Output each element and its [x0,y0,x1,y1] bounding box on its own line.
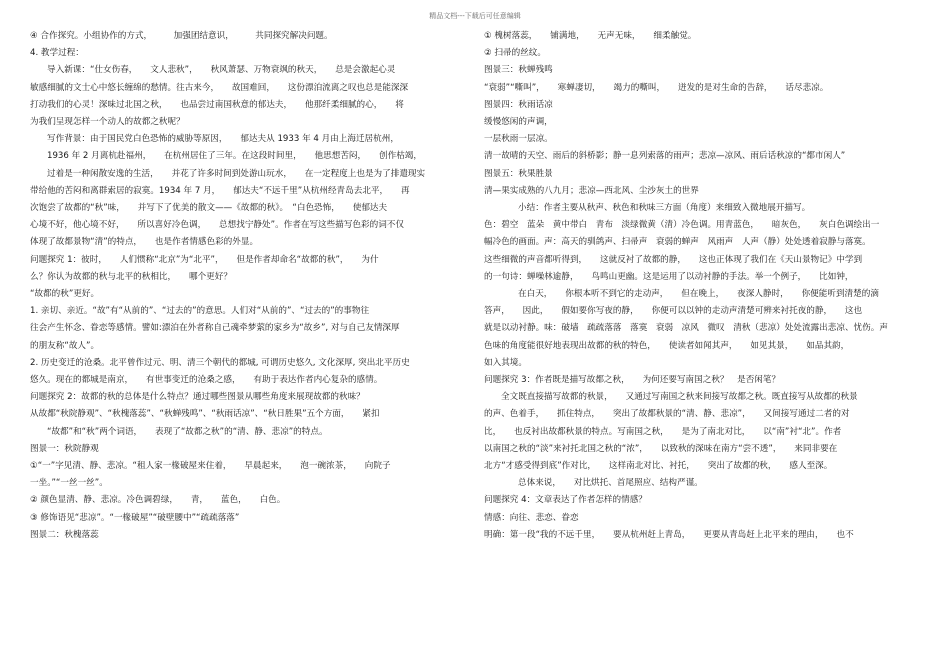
text-line: 图景一：秋院静观 [30,443,99,454]
text-line: 全文既直接描写故都的秋景， 又通过写南国之秋来间接写故都之秋。既直接写从故都的秋景 [501,392,858,403]
left-column [30,28,466,544]
text-line: 1936 年 2 月离杭赴福州， 在杭州居住了三年。在这段时间里， 他思想苦闷， 创作枯竭， [47,151,422,162]
text-line: 缓慢悠闲的声调， [484,117,553,128]
text-line: 以南国之秋的“淡”来衬托北国之秋的“浓”， 以致秋的深味在南方“尝不透”， 来同非要在 [484,443,838,454]
text-line: ①“一”字见清、静、悲凉。“租人家一椽破屋来住着， 早晨起来， 泡一碗浓茶， 向院子 [30,461,391,472]
text-line: 过着是一种闲散安逸的生活， 并花了许多时间到处游山玩水， 在一定程度上也是为了排遣现实 [47,168,426,179]
text-line: 总体来说， 对比烘托、首尾照应、结构严谨。 [518,478,703,489]
text-line: 心境不好，他心境不好， 所以喜好冷色调， 总想找宁静处”。作者在写这些描写色彩的词不仅 [30,220,404,231]
text-line: ④ 合作探究。小组协作的方式， 加强团结意识， 共同探究解决问题。 [30,31,333,41]
text-line: 图景三：秋蝉残鸣 [484,65,553,76]
text-line: 么？你认为故都的秋与北平的秋相比， 哪个更好？ [30,271,232,282]
right-column [484,28,922,544]
text-line: 从故都“秋院静观”、“秋槐落蕊”、“秋蝉残鸣”、“秋雨话凉”、“秋日胜果”五个方面， 紧扣 [30,409,380,420]
text-line: 导入新课：“仕女伤春， 文人悲秋”， 秋风萧瑟、万物衰飒的秋天， 总是会激起心灵 [47,65,396,76]
text-line: ② 颜色显清、静、悲凉。冷色调碧绿， 青， 蓝色， 白色。 [30,495,286,506]
text-line: 一坐。”“一丝一丝”。 [30,478,108,489]
text-line: “衰弱”“嘶叫”， 寒蝉凄切， 竭力的嘶叫， 迸发的是对生命的告辞， 话尽悲凉。 [484,82,829,93]
text-line: 1. 亲切、亲近。“故”有“从前的”、“过去的”的意思。人们对“从前的”、“过去的”的事物往 [30,306,370,317]
text-line: 北方“才感受得到底”作对比， 这样南北对比、衬托， 突出了故都的秋， 感人至深。 [484,461,833,472]
text-line: 敏感细腻的文士心中悠长缠绵的愁情。往古来今， 故国难回， 这份漂泊流离之叹也总是能深深 [30,82,409,93]
text-line: 这些细微的声音都听得到， 这就反衬了故都的静， 这也正体现了我们在《天山景物记》中学到 [484,254,863,265]
text-line: 次饱尝了故都的“秋”味， 并写下了优美的散文——《故都的秋》。 “白色恐怖， 使郁达夫 [30,203,388,214]
text-line: 比， 也反衬出故都秋景的特点。写南国之秋， 是为了南北对比， 以“南”衬“北”。作者 [484,426,842,437]
text-line: 打动我们的心灵！深味过北国之秋， 也品尝过南国秋意的郁达夫， 他那纤柔细腻的心， 将 [30,99,404,110]
text-line: 悠久。现在的都城是南京， 有世事变迁的沧桑之感， 有助于表达作者内心复杂的感情。 [30,375,383,386]
text-line: 问题探究 2：故都的秋的总体是什么特点？通过哪些图景从哪些角度来展现故都的秋味？ [30,392,365,403]
text-line: 明确：第一段“我的不远千里， 要从杭州赶上青岛， 更要从青岛赶上北平来的理由， 也不 [484,529,854,540]
text-line: 清—果实成熟的八九月；悲凉—西北风、尘沙灰土的世界 [484,185,699,196]
text-line: 2. 历史变迁的沧桑。北平曾作过元、明、清三个朝代的都城, 可谓历史悠久, 文化深厚, 突出北平历史 [30,357,410,368]
text-line: 色味的角度能很好地表现出故都的秋的特色， 使读者如闻其声， 如见其景， 如品其韵， [484,340,850,351]
text-line: 在白天， 你根本听不到它的走动声， 但在晚上， 夜深人静时， 你便能听到清楚的滴 [518,289,879,300]
text-line: “故都”和“秋”两个词语， 表现了“故都之秋”的“清、静、悲凉”的特点。 [47,426,328,437]
text-line: 图景四：秋雨话凉 [484,99,553,110]
text-line: 幅冷色的画面。声：高天的驯鸽声、扫帚声 衰弱的蝉声 风雨声 人声（静）处处透着寂静与落寞。 [484,237,871,248]
text-line: 问题探究 4：文章表达了作者怎样的情感？ [484,495,647,506]
text-line: 问题探究 1：彼时， 人们惯称“北京”为“北平”， 但是作者却命名“故都的秋”， 为什 [30,254,379,265]
text-line: 往会产生怀念、眷恋等感情。譬如:漂泊在外者称自己魂牵梦萦的家乡为“故乡”, 对与自己友情深厚 [30,323,400,334]
text-line: 图景二：秋槐落蕊 [30,529,99,540]
text-line: “故都的秋”更好。 [30,289,100,300]
text-line: 一层秋雨一层凉。 [484,134,553,145]
text-line: 答声， 因此， 假如要你写夜的静， 你便可以以钟的走动声清楚可辨来衬托夜的静， 这也 [484,306,863,317]
text-line: 带给他的苦闷和离群索居的寂寞。1934 年 7 月， 郁达夫“不远千里”从杭州经青岛去北平， 再 [30,185,410,196]
text-line: 色：碧空 蓝朵 黄中带白 青布 淡绿微黄（清）冷色调。用青蓝色， 暗灰色， 灰白色调绘出一 [484,220,880,231]
text-line: 体现了故都景物“清”的特点， 也是作者情感色彩的外显。 [30,237,259,248]
text-line: ② 扫帚的丝纹。 [484,48,546,59]
text-line: 小结：作者主要从秋声、秋色和秋味三方面（角度）来细致入微地展开描写。 [518,203,811,214]
text-line: 图景五：秋果胜景 [484,168,553,179]
text-line: ① 槐树落蕊， 铺满地， 无声无味， 细柔触觉。 [484,31,697,41]
text-line: 清一故晴的天空、雨后的斜桥影；静一息列索落的雨声；悲凉—凉风、雨后话秋凉的“都市闲人” [484,151,846,162]
text-line: 问题探究 3：作者既是描写故都之秋， 为何还要写南国之秋？ 是否闲笔？ [484,375,781,386]
text-line: 写作背景：由于国民党白色恐怖的威胁等原因， 郁达夫从 1933 年 4 月由上海迁居杭州， [47,134,399,145]
page-header: 精品文档---下载后可任意编辑 [429,12,521,20]
text-line: 的声、色着手， 抓住特点， 突出了故都秋景的“清、静、悲凉”， 又间接写通过二者的对 [484,409,850,420]
text-line: 为我们呈现怎样一个动人的故都之秋呢？ [30,117,185,128]
text-line: ③ 修饰语见“悲凉”。“一椽破屋”“破壁腰中”“疏疏落落” [30,512,240,523]
text-line: 情感：向往、悲恋、眷恋 [484,512,579,523]
text-line: 的朋友称“故人”。 [30,340,100,351]
text-line: 如入其境。 [484,357,527,368]
text-line: 的一句诗：蝉噪林逾静， 鸟鸣山更幽。这是运用了以动衬静的手法。举一个例子， 比如钟， [484,271,854,282]
text-line: 就是以动衬静。味：破墙 疏疏落落 落寞 衰弱 凉风 微叹 清秋（悲凉）处处流露出悲凉、忧伤。声 [484,323,888,334]
text-line: 4. 教学过程： [30,48,84,59]
